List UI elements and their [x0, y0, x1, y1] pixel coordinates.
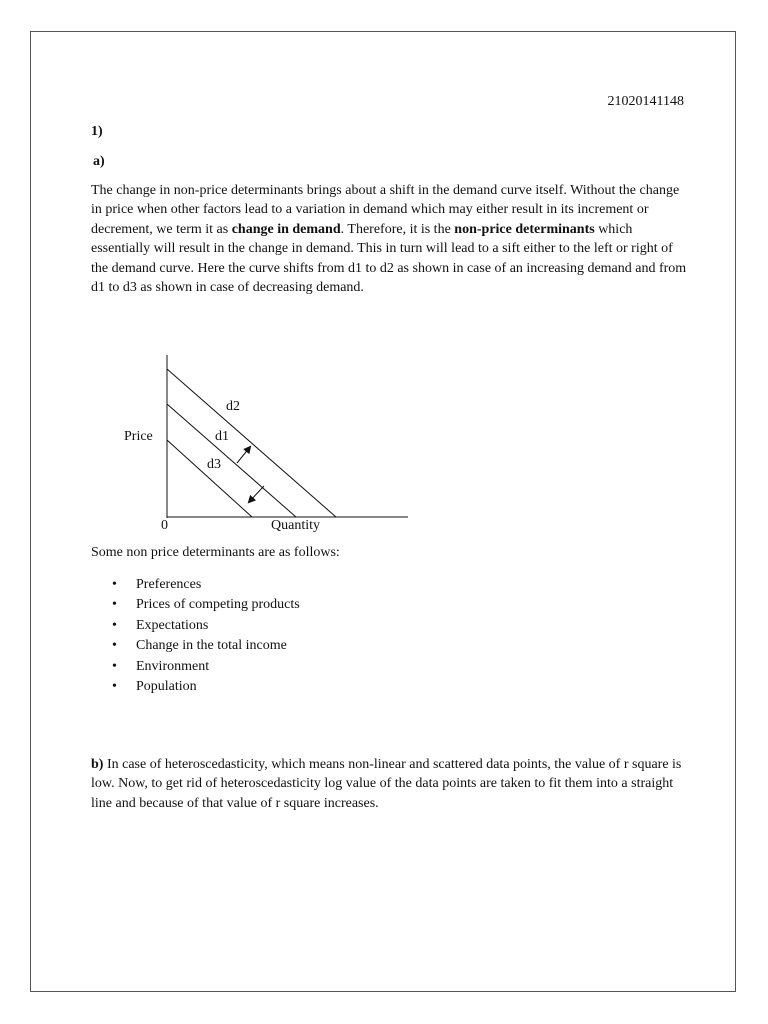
- part-a-bold-2: non-price determinants: [454, 221, 595, 237]
- part-b-text: In case of heteroscedasticity, which means non-linear and scattered data points, the value of r square is low. Now, to get rid of heteroscedasticity log value of the data points are taken to fit them into a straight line and because of that value of r square increases.: [91, 757, 682, 811]
- part-a-text-1: The change in non-price determinants brings about a shift in the demand curve itself. Without the change in price when other factors lead to a variation in demand which may either result in its increment or decrement, we term it as: [91, 183, 680, 237]
- list-item: • Population: [112, 677, 300, 697]
- list-item: • Prices of competing products: [112, 595, 300, 615]
- demand-curve-d3: [167, 440, 252, 517]
- x-axis-label: Quantity: [271, 518, 320, 533]
- arrow-decrease: [249, 486, 264, 502]
- label-d3: d3: [207, 457, 221, 472]
- origin-label: 0: [161, 518, 168, 533]
- demand-curve-d1: [167, 404, 296, 517]
- part-a-paragraph: [91, 181, 691, 297]
- demand-curve-d2: [167, 369, 336, 517]
- question-number: 1): [91, 124, 103, 139]
- y-axis-label: Price: [124, 429, 153, 444]
- part-a-text-2: . Therefore, it is the: [340, 221, 455, 237]
- list-item: • Environment: [112, 657, 300, 677]
- label-d2: d2: [226, 399, 240, 414]
- part-b-paragraph: [91, 755, 691, 813]
- list-item: • Change in the total income: [112, 636, 300, 656]
- determinants-list: [112, 575, 300, 697]
- list-item: • Expectations: [112, 616, 300, 636]
- document-id: 21020141148: [607, 94, 684, 109]
- part-b-label: b): [91, 757, 104, 772]
- label-d1: d1: [215, 429, 229, 444]
- list-item: • Preferences: [112, 575, 300, 595]
- part-a-bold-1: change in demand: [231, 221, 341, 237]
- part-a-text-3: which essentially will result in the change in demand. This in turn will lead to a sift either to the left or right of the demand curve. Here the curve shifts from d1 to d2 as shown in case of an increasing demand and from d1 to d3 as shown in case of decreasing demand.: [91, 221, 687, 296]
- arrow-increase: [237, 447, 250, 463]
- determinants-intro: Some non price determinants are as follows:: [91, 545, 340, 560]
- demand-shift-diagram: [110, 350, 420, 535]
- part-a-label: a): [93, 154, 105, 169]
